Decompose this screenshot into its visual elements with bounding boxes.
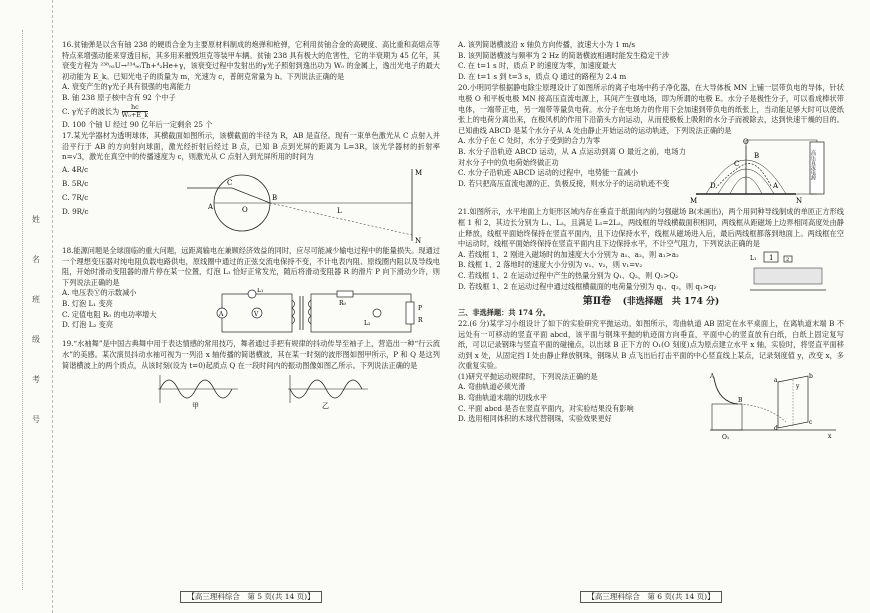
label-l: L (337, 206, 342, 215)
option-a: A. 若线框 1、2 刚进入磁场时的加速度大小分别为 a₁、a₂，则 a₁>a₂ (458, 249, 679, 259)
fraction-numerator: hc (122, 104, 149, 112)
wave-figures (152, 373, 440, 409)
options-list (458, 250, 748, 294)
question-stem: 18.能源问题是全球面临的重大问题，远距离输电在兼顾经济效益的同时，应尽可能减少输电过程中的能量损失。现通过一个理想变压器对纯电阻负载电路供电，原线圈中通过的正弦交流电保持不变，不计电表内阻、原线圈内阻以及导线电阻，开始时滑动变阻器的滑片停在某一位置，灯泡 L₁ 恰好正常发光，随后将滑动变阻器 R 的滑片 P 向下滑动少许，则下列说法正确的是 (62, 245, 440, 287)
label-d: D (710, 182, 716, 191)
label-a: A (208, 202, 214, 211)
option-d: D. 100 个铀 U 经过 90 亿年后一定剩余 25 个 (62, 119, 213, 129)
rheostat-p-label: P (418, 305, 423, 313)
option-d: D. 灯泡 L₂ 变亮 (62, 320, 114, 330)
label-a: A (773, 182, 779, 191)
sub-question: (1)研究平抛运动规律时，下列说法正确的是 (458, 371, 598, 381)
option-a: A. 弯曲轨道必须光滑 (458, 382, 526, 392)
options-and-figure (62, 163, 440, 245)
option-d: D. 在 t=1 s 到 t=3 s，质点 Q 通过的路程为 2.4 m (458, 71, 627, 81)
question-stem: 22.(6 分)某学习小组设计了如下的实验研究平抛运动。如图所示，弯曲轨道 AB 固定在水平桌面上，在离轨道末端 B 不远处有一可移动的竖直平面 abcd，该平面与钢珠平抛的轨迹面方向垂直，平面中心的竖直放有白纸，白纸上固定复写纸，可以记录钢珠与竖直平面的碰撞点，以出球 B 正下方的 O₁(O 刻度)点为原点建立水平 x 轴，实验时，将竖直平面移动到 x 处，从固定挡 I 处由静止释放钢珠，钢珠从 B 点飞出后打击平面的中心竖直线上某点，记录刻度值 y，改变 x，多次重复实验。 (458, 318, 844, 371)
question-20 (458, 83, 844, 206)
page-footer-left (62, 590, 440, 604)
label-small-b: b (809, 372, 813, 380)
options-and-figure (458, 250, 844, 294)
question-16 (62, 40, 440, 130)
label-o1: O₁ (722, 433, 730, 441)
question-stem: 21.如图所示，水平地面上方矩形区域内存在垂直于纸面向内的匀强磁场 B(未画出)，两个用同种导线制成的单匝正方形线框 1 和 2，其边长分别为 L₁、L₂，且满足 L₁=2L₂，两线框的导线横截面积相同，两线框从距磁场上边界相同高度处由静止释放，线框平面始终保持在竖直平面内，且下边保持水平，线框从磁场进入后，最后两线框都落到地面上。两线框在空中运动时，线框平面始终保持在竖直平面内且下边保持水平，不计空气阻力，下列说法正确的是 (458, 207, 844, 249)
label-y: y (796, 382, 800, 390)
question-21 (458, 207, 844, 293)
wave-graph-jia (152, 373, 242, 409)
label-a: A (710, 372, 715, 380)
options-list (458, 136, 686, 206)
frame-1-label: 1 (769, 253, 774, 262)
label-n: N (415, 236, 422, 245)
question-stem: 16.贫铀弹是以含有铀 238 的硬质合金为主要原材料制成的炮弹和枪弹，它利用贫铀合金的高硬度、高比重和高熔点等特点来增强动能来穿透目标，其多用来摧毁坦克等装甲车辆。贫铀 238 具有极大的危害性，它的半衰期为 45 亿年，其衰变方程为 ²³⁸₉₂U→²³⁴₉₀Th+⁴₂He+γ，该衰变过程中发射出的γ光子照射到逸出功为 W₀ 的金属上，逸出光电子的最大初动能为 E_k。已知光电子的质量为 m，光速为 c，普朗克常量为 h。下列说法正确的是 (62, 40, 440, 81)
option-c-text: C. γ光子的波长为 (62, 106, 120, 116)
ac-source-label: A (219, 311, 224, 319)
label-small-a: a (774, 376, 778, 384)
gutter-label: 班 (32, 295, 40, 304)
binding-gutter (0, 0, 53, 613)
options-and-figure (62, 288, 440, 338)
gutter-labels (30, 200, 42, 440)
question-stem: 17.某光学器材为透明球体，其横截面如图所示，该横截面的半径为 R，AB 是直径。现有一束单色激光从 C 点射入并沿平行于 AB 的方向射向球面，激光经折射后经过 B 点，已知 B 点到光屏的距离为 L=3R，该光学器材的折射率 n=√3，激光在真空中的传播速度为 c，则激光从 C 点射入到光屏所用的时间为 (62, 131, 440, 162)
label-m: M (415, 168, 422, 177)
fraction (122, 104, 149, 119)
label-small-d: d (774, 424, 778, 432)
option-b: B. 水分子沿轨迹 ABCD 运动，从 A 点运动到离 O 最近之前，电场力对水分子中的负电荷始终做正功 (458, 146, 686, 167)
option-b: B. 铀 238 原子核中含有 92 个中子 (62, 92, 176, 102)
option-c: C. 平面 abcd 是否在竖直平面内，对实验结果没有影响 (458, 403, 634, 413)
coil-frame-diagram (748, 250, 828, 294)
sphere-diagram (182, 163, 422, 245)
option-d: D. 选用相同体积的木球代替钢珠，实验效果更好 (458, 414, 612, 424)
option-c (62, 104, 440, 120)
option-c: C. 水分子沿轨迹 ABCD 运动的过程中，电势能一直减小 (458, 168, 639, 178)
voltmeter-label: V (254, 311, 259, 319)
fraction-denominator: W₀+E_k (121, 111, 149, 120)
vibration-graph-yi (282, 373, 372, 409)
page-footer-right (458, 590, 844, 604)
left-column (62, 40, 440, 410)
options-and-figure (458, 372, 844, 442)
transformer-circuit (212, 288, 432, 338)
right-column (458, 40, 844, 443)
option-c: C. 定值电阻 R₀ 的电功率增大 (62, 309, 157, 319)
option-d: D. 若只把高压直流电源的正、负极反接，则水分子的运动轨迹不变 (458, 178, 670, 188)
label-small-c: c (809, 418, 813, 426)
rheostat-r-label: R (418, 317, 423, 325)
option-a: A. 水分子在 C 处时，水分子受到的合力为零 (458, 136, 601, 146)
power-supply-label: 高压直流电源 (810, 150, 816, 181)
footer-text: 【高三理科综合 第 5 页(共 14 页)】 (180, 591, 321, 604)
label-b: B (754, 152, 760, 161)
question-19-options (458, 40, 844, 82)
gutter-label: 名 (32, 255, 40, 264)
label-c: C (227, 178, 233, 187)
option-c: C. 若线框 1、2 在运动过程中产生的热量分别为 Q₁、Q₂，则 Q₁>Q₂ (458, 270, 679, 280)
figure-caption: 乙 (322, 402, 329, 410)
projectile-apparatus (708, 372, 838, 442)
section-heading: 三、非选择题：共 174 分。 (458, 308, 550, 318)
option-b: B. 弯曲轨道末端的切线水平 (458, 393, 547, 403)
section-title-sub: (非选择题 共 174 分) (622, 296, 720, 307)
options-and-figure (458, 136, 844, 206)
option-c: C. 在 t=1 s 时，质点 P 的速度为零，加速度最大 (458, 61, 617, 71)
section-title (458, 297, 844, 308)
label-m: M (690, 197, 698, 206)
l1-label: L₁ (750, 254, 757, 262)
options-list (62, 288, 212, 338)
question-22 (458, 319, 844, 442)
label-b: B (738, 396, 743, 404)
question-stem: 19.“水袖舞”是中国古典舞中用于表达情感的常用技巧，舞者通过手把有规律的抖动传导至袖子上，营造出一种“行云流水”的美感。某次演员抖动水袖可视为一列沿 x 轴传播的简谐横波，其在某一时刻的波形图如图甲所示，P 和 Q 是这列简谐横波上的两个质点，从该时刻(设为 t=0)起质点 Q 在一段时间内的振动图像如图乙所示。下列说法正确的是 (62, 339, 440, 370)
label-o: O (743, 138, 749, 147)
footer-text: 【高三理科综合 第 6 页(共 14 页)】 (580, 591, 721, 604)
option-d: D. 若线框 1、2 在运动过程中通过线框横截面的电荷量分别为 q₁、q₂，则 q₁>q₂ (458, 281, 717, 291)
lamp-l2-label: L₂ (364, 320, 371, 328)
options-list (62, 163, 182, 245)
label-b: B (272, 193, 278, 202)
question-18 (62, 246, 440, 338)
option-b: B. 灯泡 L₁ 变亮 (62, 298, 113, 308)
gutter-label: 姓 (32, 215, 40, 224)
gutter-label: 号 (32, 415, 40, 424)
section-title-main: 第Ⅱ卷 (582, 295, 612, 307)
gutter-label: 级 (32, 335, 40, 344)
option-b: B. 线框 1、2 落地时的速度大小分别为 v₁、v₂，则 v₁=v₂ (458, 260, 643, 270)
label-n: N (796, 197, 803, 206)
label-o: O (242, 205, 248, 214)
label-c: C (734, 160, 740, 169)
gutter-label: 考 (32, 375, 40, 384)
option-a: A. 衰变产生的γ光子具有很强的电离能力 (62, 82, 192, 92)
lamp-l1-label: L₁ (257, 288, 264, 295)
r0-label: R₀ (339, 300, 346, 308)
question-17 (62, 131, 440, 245)
option-b: B. 该列简谐横波与频率为 2 Hz 的简谐横波相遇时能发生稳定干涉 (458, 50, 670, 60)
option-c: C. 7R/c (62, 192, 89, 202)
option-b: B. 5R/c (62, 178, 89, 188)
question-stem: 20.小明同学根据静电除尘原理设计了如图所示的离子电场中药子净化器，在大导体板 MN 上铺一层带负电的导体，针状电极 O 和平板电极 MN 接高压直流电源上，其间产生强电场，即为所谓的电极 E。水分子是极性分子，可以看成棒状带电体，一端带正电，另一端带等量负电荷。水分子在电场力的作用下会加速到带负电的纸张上，当动能足够大时可以使纸张上的电荷分离出来，在极风机的作用下沿箭头方向运动，从而使极板上吸附的水分子而被除去，达到快速干燥的目的。已知曲线 ABCD 是某个水分子从 A 处由静止开始运动的运动轨迹，下列说法正确的是 (458, 83, 844, 135)
option-a: A. 4R/c (62, 164, 89, 174)
option-a: A. 电压表Ⓥ的示数减小 (62, 288, 137, 298)
options-list (458, 372, 708, 442)
option-a: A. 该列简谐横波沿 x 轴负方向传播，波速大小为 1 m/s (458, 40, 636, 49)
figure-caption: 甲 (192, 402, 199, 410)
option-d: D. 9R/c (62, 206, 89, 216)
question-19 (62, 339, 440, 409)
electrostatic-diagram (686, 136, 836, 206)
frame-2-label: 2 (786, 256, 790, 263)
label-x: x (828, 432, 832, 440)
